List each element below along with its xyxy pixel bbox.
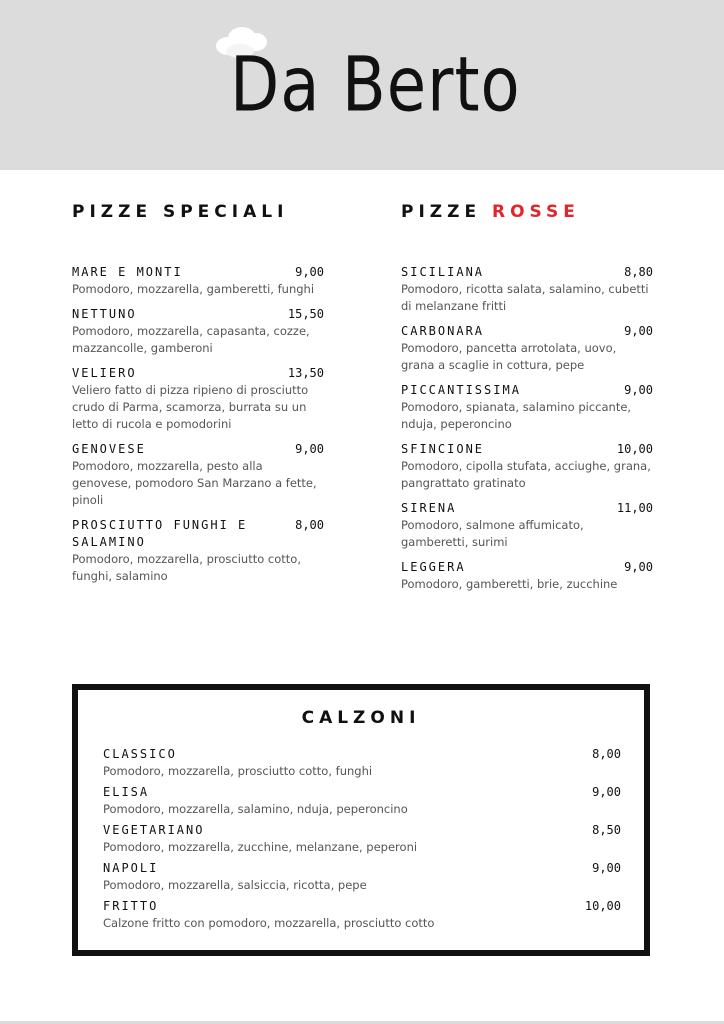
menu-item-description: Pomodoro, cipolla stufata, acciughe, grana, pangrattato gratinato: [401, 459, 651, 490]
menu-item: [103, 898, 621, 932]
menu-item-price: 8,00: [295, 518, 324, 532]
menu-item: [103, 822, 621, 856]
menu-item-head: [401, 264, 653, 281]
menu-item-price: 9,00: [624, 324, 653, 338]
menu-item-name: ELISA: [103, 785, 150, 799]
menu-item-name: NETTUNO: [72, 307, 137, 321]
rosse-list: [401, 264, 653, 593]
menu-item-head: [401, 559, 653, 576]
menu-item-description: Pomodoro, ricotta salata, salamino, cubetti di melanzane fritti: [401, 282, 649, 313]
menu-item-name: FRITTO: [103, 899, 159, 913]
section-calzoni: [72, 684, 650, 956]
menu-item-name: SFINCIONE: [401, 442, 485, 456]
menu-item-head: [72, 306, 324, 323]
menu-item: [72, 306, 324, 357]
menu-item-description: Pomodoro, mozzarella, capasanta, cozze, mazzancolle, gamberoni: [72, 324, 310, 355]
restaurant-name: Da Berto: [230, 42, 521, 130]
menu-item-name: GENOVESE: [72, 442, 146, 456]
menu-item-name: VEGETARIANO: [103, 823, 205, 837]
logo: [214, 24, 521, 154]
menu-item-name: MARE E MONTI: [72, 265, 183, 279]
menu-item-head: [401, 323, 653, 340]
menu-item-price: 10,00: [616, 442, 653, 456]
menu-item-description: Calzone fritto con pomodoro, mozzarella, prosciutto cotto: [103, 916, 435, 930]
menu-item-head: [401, 500, 653, 517]
section-title-rosse: [401, 200, 653, 224]
menu-item-name: PROSCIUTTO FUNGHI E SALAMINO: [72, 518, 248, 549]
menu-item: [103, 784, 621, 818]
menu-item-head: [103, 784, 621, 801]
menu-item-head: [103, 822, 621, 839]
menu-item-price: 9,00: [624, 560, 653, 574]
menu-item-description: Pomodoro, mozzarella, prosciutto cotto, funghi, salamino: [72, 552, 302, 583]
menu-item-name: SIRENA: [401, 501, 457, 515]
menu-item: [103, 860, 621, 894]
menu-item-head: [72, 517, 324, 551]
menu-item: [401, 382, 653, 433]
menu-item-price: 13,50: [287, 366, 324, 380]
section-title-speciali: PIZZE SPECIALI: [72, 202, 289, 222]
menu-item-head: [401, 382, 653, 399]
menu-item-description: Pomodoro, mozzarella, salamino, nduja, peperoncino: [103, 802, 408, 816]
section-title-calzoni: CALZONI: [301, 708, 421, 728]
menu-item: [72, 441, 324, 509]
menu-item: [72, 264, 324, 298]
menu-item: [103, 746, 621, 780]
menu-item-price: 9,00: [592, 861, 621, 875]
menu-item: [401, 323, 653, 374]
menu-item-description: Pomodoro, mozzarella, prosciutto cotto, funghi: [103, 764, 373, 778]
menu-item-price: 9,00: [295, 265, 324, 279]
menu-item-head: [401, 441, 653, 458]
menu-item-description: Pomodoro, pancetta arrotolata, uovo, grana a scaglie in cottura, pepe: [401, 341, 617, 372]
menu-item-name: NAPOLI: [103, 861, 159, 875]
menu-item: [401, 559, 653, 593]
menu-item: [401, 264, 653, 315]
menu-item-head: [103, 746, 621, 763]
menu-item-head: [103, 860, 621, 877]
menu-header: [0, 0, 724, 170]
menu-item-price: 9,00: [592, 785, 621, 799]
menu-item-description: Pomodoro, gamberetti, brie, zucchine: [401, 577, 618, 591]
menu-item-description: Pomodoro, mozzarella, pesto alla genovese, pomodoro San Marzano a fette, pinoli: [72, 459, 317, 507]
menu-item-name: CARBONARA: [401, 324, 485, 338]
menu-item-price: 10,00: [584, 899, 621, 913]
menu-item-description: Veliero fatto di pizza ripieno di prosciutto crudo di Parma, scamorza, burrata su un letto di rucola e pomodorini: [72, 383, 309, 431]
menu-item: [72, 517, 324, 585]
menu-item-price: 11,00: [616, 501, 653, 515]
menu-item-price: 15,50: [287, 307, 324, 321]
section-pizze-speciali: [72, 200, 324, 593]
section-title-prefix: PIZZE: [401, 202, 482, 222]
menu-item: [401, 441, 653, 492]
menu-item-description: Pomodoro, mozzarella, gamberetti, funghi: [72, 282, 315, 296]
menu-item-name: VELIERO: [72, 366, 137, 380]
menu-item-price: 9,00: [295, 442, 324, 456]
menu-item-name: CLASSICO: [103, 747, 177, 761]
menu-item-description: Pomodoro, mozzarella, salsiccia, ricotta, pepe: [103, 878, 367, 892]
menu-item-price: 8,80: [624, 265, 653, 279]
menu-item-head: [72, 365, 324, 382]
menu-item-price: 8,00: [592, 747, 621, 761]
menu-item-description: Pomodoro, mozzarella, zucchine, melanzane, peperoni: [103, 840, 418, 854]
menu-item-name: LEGGERA: [401, 560, 466, 574]
menu-item-head: [103, 898, 621, 915]
menu-item: [72, 365, 324, 433]
menu-item-price: 8,50: [592, 823, 621, 837]
calzoni-list: [103, 746, 621, 936]
menu-item-name: SICILIANA: [401, 265, 485, 279]
section-title-accent: ROSSE: [491, 202, 580, 222]
speciali-list: [72, 264, 324, 585]
menu-item-head: [72, 441, 324, 458]
menu-item-description: Pomodoro, salmone affumicato, gamberetti, surimi: [401, 518, 584, 549]
menu-item-name: PICCANTISSIMA: [401, 383, 521, 397]
menu-item-head: [72, 264, 324, 281]
menu-item-price: 9,00: [624, 383, 653, 397]
menu-item: [401, 500, 653, 551]
menu-item-description: Pomodoro, spianata, salamino piccante, nduja, peperoncino: [401, 400, 632, 431]
section-pizze-rosse: [401, 200, 653, 601]
